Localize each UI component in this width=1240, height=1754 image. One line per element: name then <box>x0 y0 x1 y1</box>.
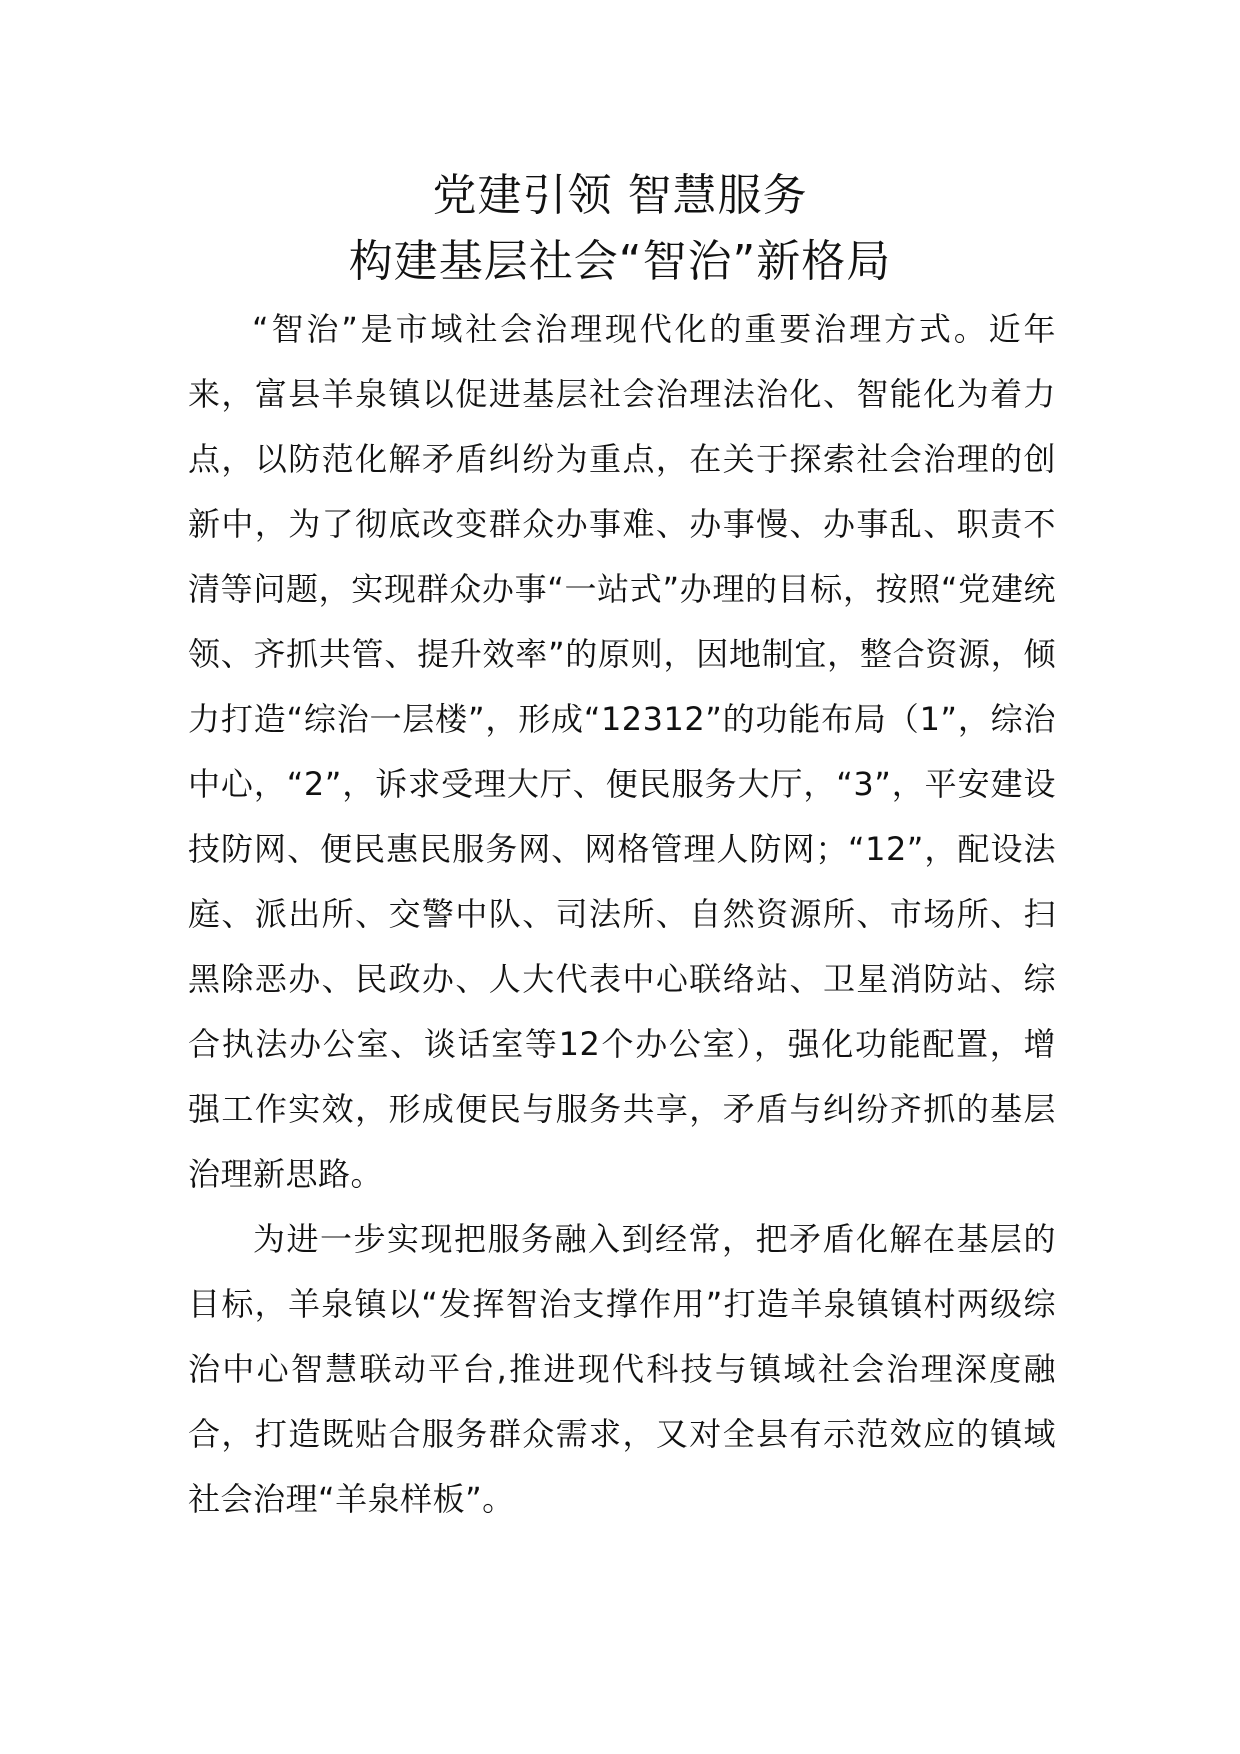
body-paragraph-1 <box>188 297 1056 1207</box>
paragraph-text: “智治”是市域社会治理现代化的重要治理方式。近年来，富县羊泉镇以促进基层社会治理法治化、智能化为着力点，以防范化解矛盾纠纷为重点，在关于探索社会治理的创新中，为了彻底改变群众办事难、办事慢、办事乱、职责不清等问题，实现群众办事“一站式”办理的目标，按照“党建统领、齐抓共管、提升效率”的原则，因地制宜，整合资源，倾力打造“综治一层楼”，形成“12312”的功能布局（1”，综治中心，“2”，诉求受理大厅、便民服务大厅，“3”，平安建设技防网、便民惠民服务网、网格管理人防网；“12”，配设法庭、派出所、交警中队、司法所、自然资源所、市场所、扫黑除恶办、民政办、人大代表中心联络站、卫星消防站、综合执法办公室、谈话室等12个办公室），强化功能配置，增强工作实效，形成便民与服务共享，矛盾与纠纷齐抓的基层治理新思路。 <box>188 310 1056 1193</box>
paragraph-text: 为进一步实现把服务融入到经常，把矛盾化解在基层的目标，羊泉镇以“发挥智治支撑作用”打造羊泉镇镇村两级综治中心智慧联动平台,推进现代科技与镇域社会治理深度融合，打造既贴合服务群众需求，又对全县有示范效应的镇域社会治理“羊泉样板”。 <box>188 1220 1056 1518</box>
document-title-line-1: 党建引领 智慧服务 <box>432 170 808 221</box>
body-paragraph-2 <box>188 1207 1056 1532</box>
document-title-line-2: 构建基层社会“智治”新格局 <box>348 236 892 287</box>
